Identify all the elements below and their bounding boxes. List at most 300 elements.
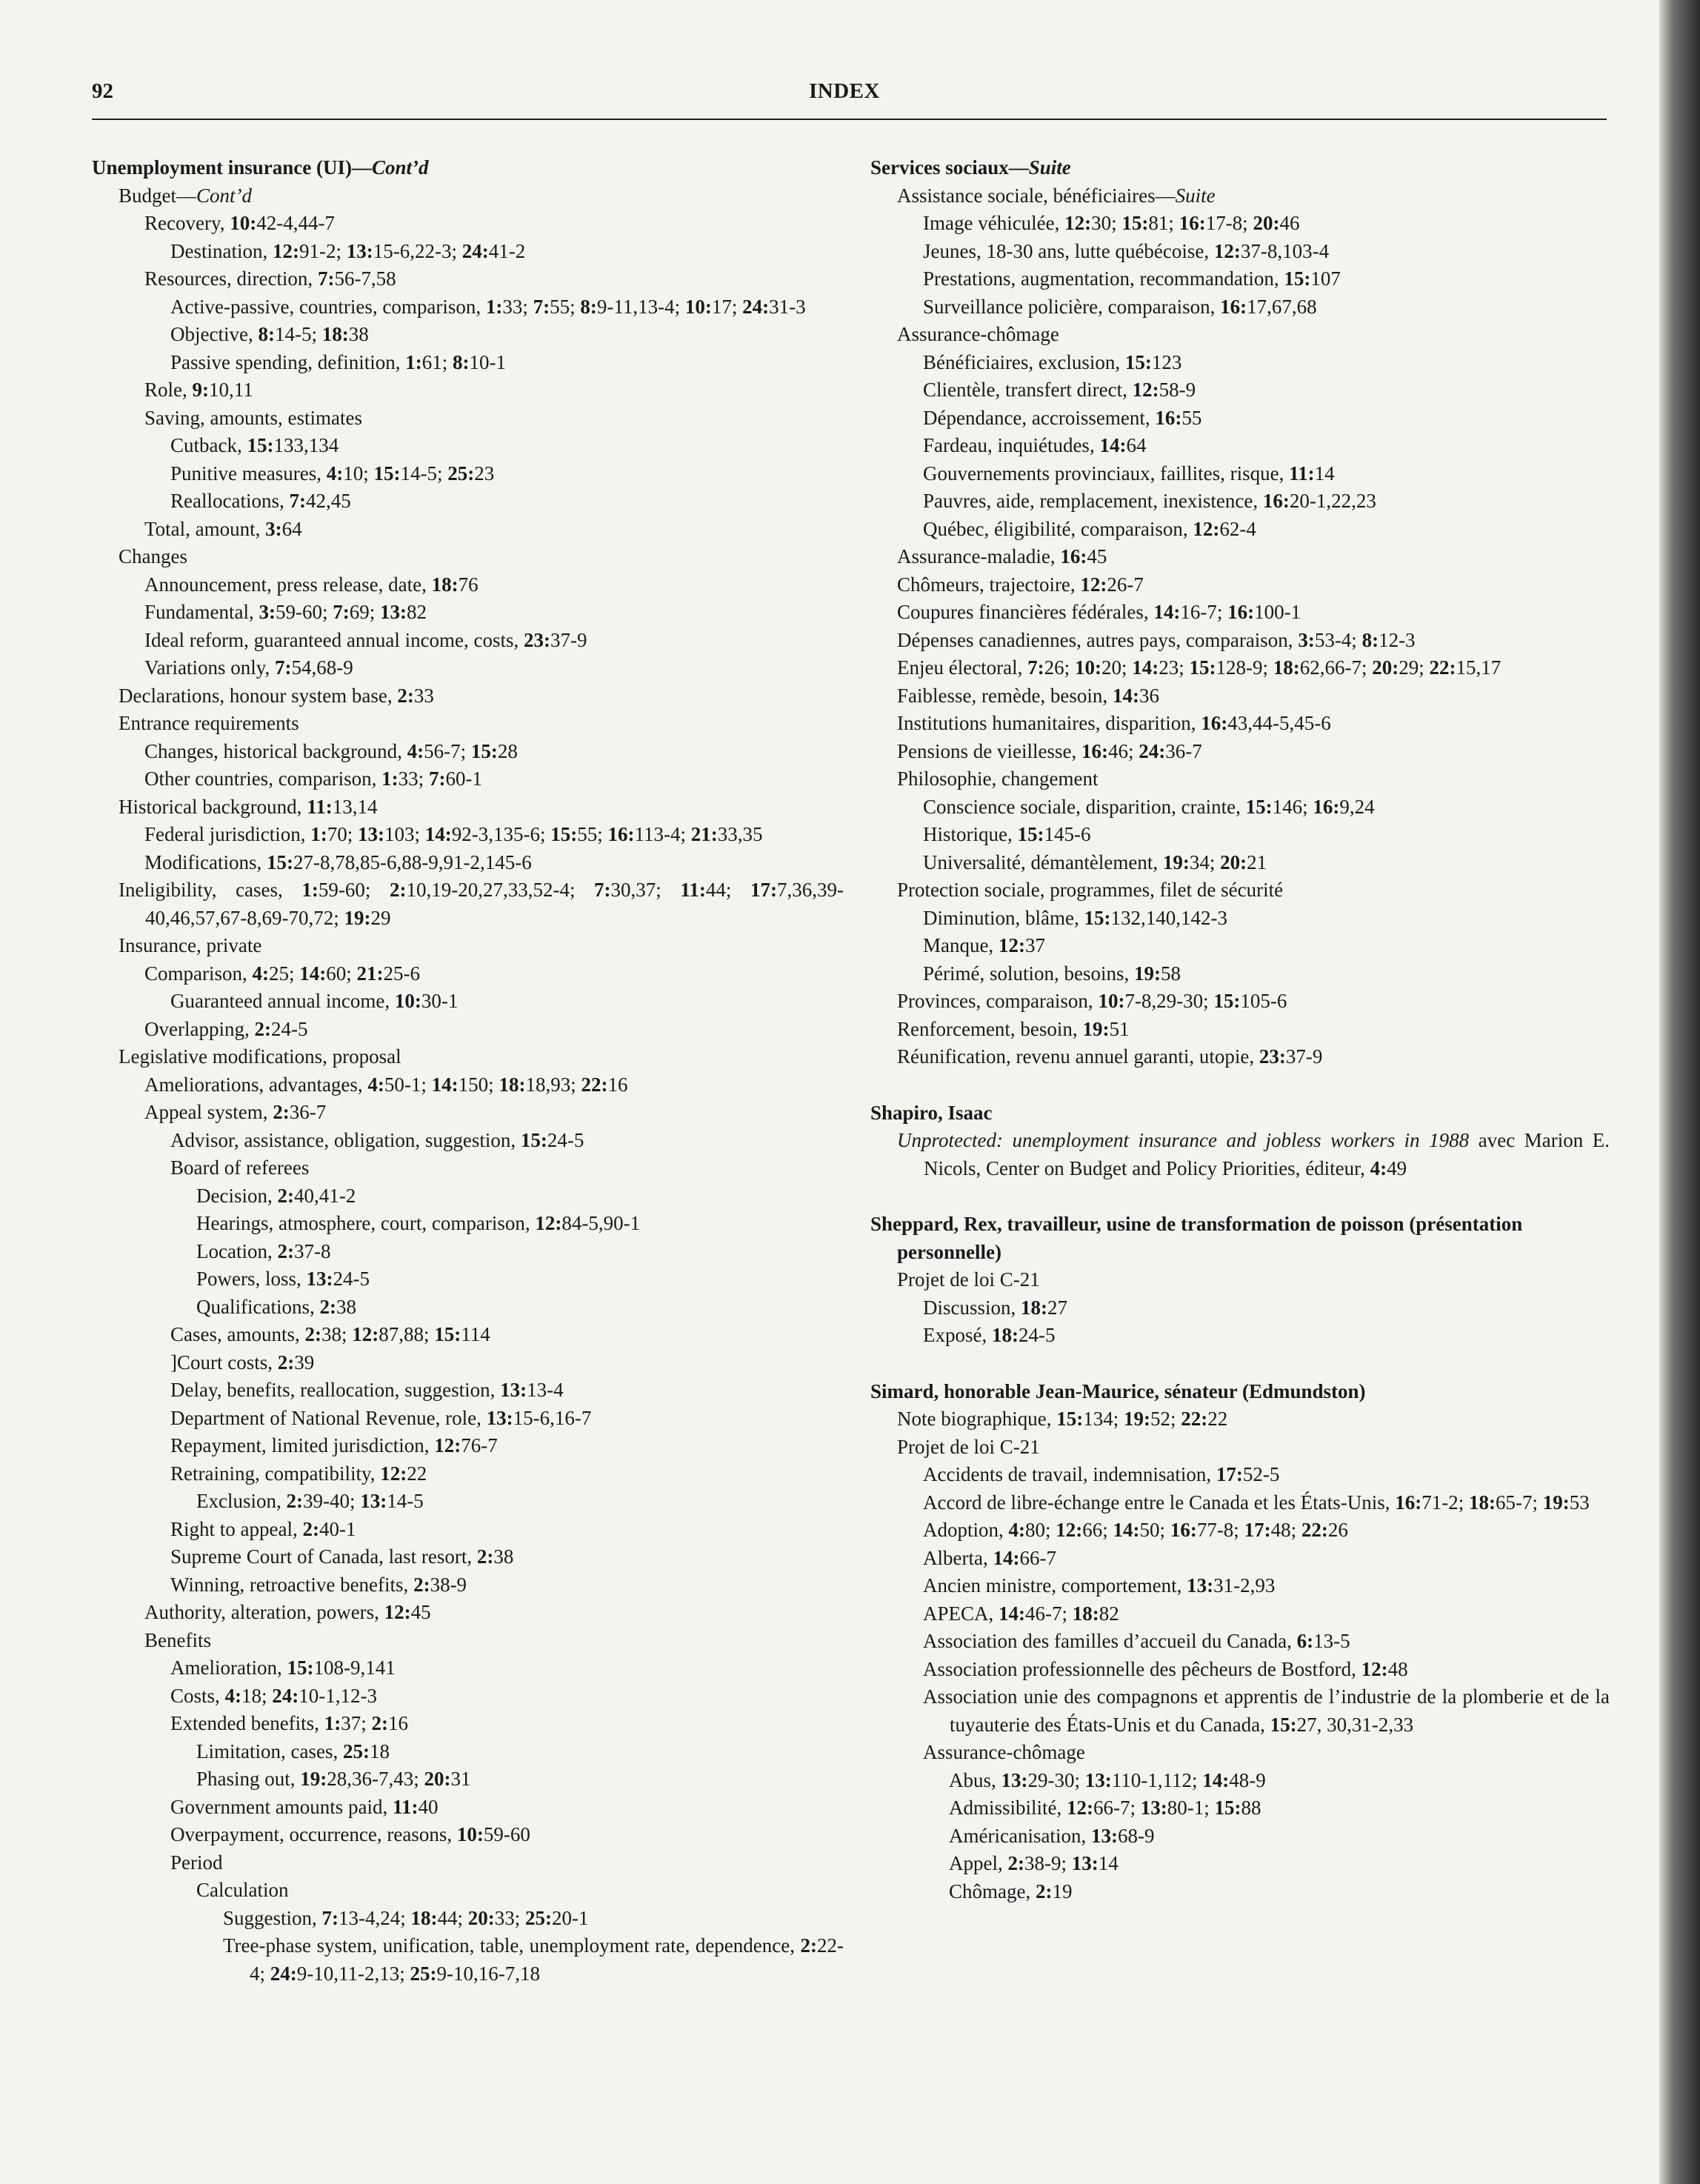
index-entry — [92, 1460, 844, 1488]
entry-references: 14:64 — [1099, 434, 1147, 456]
entry-text: Extended benefits, — [170, 1712, 324, 1734]
entry-references: 2:24-5 — [254, 1017, 308, 1040]
entry-text: Location, — [196, 1239, 278, 1262]
entry-text: Declarations, honour system base, — [119, 684, 398, 707]
entry-references: 15:107 — [1284, 267, 1341, 290]
entry-text: Dépenses canadiennes, autres pays, comparaison, — [897, 628, 1299, 651]
entry-text: Surveillance policière, comparaison, — [923, 295, 1221, 318]
index-entry — [870, 960, 1610, 988]
entry-text: Association des familles d’accueil du Canada, — [923, 1630, 1297, 1652]
entry-text: Powers, loss, — [196, 1268, 307, 1290]
entry-text: Authority, alteration, powers, — [144, 1601, 384, 1623]
entry-references: 19:51 — [1082, 1017, 1130, 1040]
entry-references: 13:13-4 — [500, 1379, 564, 1401]
index-heading — [870, 1099, 1610, 1128]
entry-text: Exclusion, — [196, 1490, 287, 1512]
entry-references: 2:37-8 — [277, 1239, 331, 1262]
entry-text: Department of National Revenue, role, — [170, 1406, 487, 1429]
entry-text: Destination, — [170, 239, 273, 262]
entry-references: 16:17,67,68 — [1220, 295, 1317, 318]
index-entry — [92, 738, 844, 766]
index-entry — [870, 571, 1610, 599]
entry-references: 4:25; 14:60; 21:25-6 — [252, 962, 421, 985]
entry-text: Modifications, — [144, 850, 267, 873]
index-entry — [870, 1545, 1610, 1573]
entry-references: 19:28,36-7,43; 20:31 — [300, 1768, 471, 1790]
entry-references: 15:133,134 — [247, 434, 339, 456]
index-entry — [870, 1266, 1610, 1294]
entry-references: 16:46; 24:36-7 — [1081, 739, 1202, 762]
index-entry — [92, 404, 844, 433]
index-entry — [870, 1461, 1610, 1489]
header-rule — [92, 119, 1607, 120]
entry-references: 10:7-8,29-30; 15:105-6 — [1098, 990, 1287, 1012]
index-heading — [870, 1378, 1610, 1406]
entry-references: 13:15-6,16-7 — [486, 1406, 592, 1429]
index-entry — [870, 765, 1610, 793]
entry-references: 12:26-7 — [1080, 573, 1144, 596]
entry-references: 2:39 — [277, 1351, 315, 1374]
index-entry — [92, 321, 844, 349]
entry-references: 15:146; 16:9,24 — [1245, 795, 1375, 818]
index-entry — [870, 1294, 1610, 1322]
index-entry — [870, 1739, 1610, 1767]
entry-text: Period — [170, 1851, 223, 1874]
index-entry — [870, 376, 1610, 404]
entry-text: Ineligibility, cases, — [119, 879, 302, 901]
entry-references: 18:27 — [1021, 1296, 1068, 1319]
entry-references: 2:36-7 — [273, 1101, 327, 1123]
entry-references: 2:22-4; 24:9-10,11-2,13; 25:9-10,16-7,18 — [250, 1934, 844, 1985]
entry-references: 12:84-5,90-1 — [535, 1212, 641, 1234]
entry-text: Accord de libre-échange entre le Canada et les États-Unis, — [923, 1491, 1396, 1514]
entry-text: Cases, amounts, — [170, 1323, 305, 1345]
entry-text: Accidents de travail, indemnisation, — [923, 1463, 1216, 1485]
entry-text: Recovery, — [144, 212, 230, 234]
entry-references: 12:62-4 — [1193, 517, 1256, 540]
entry-references: 1:33; 7:60-1 — [381, 768, 482, 790]
entry-text: Conscience sociale, disparition, crainte, — [923, 795, 1246, 818]
entry-references: 2:19 — [1035, 1880, 1073, 1902]
index-entry — [870, 1822, 1610, 1851]
entry-references: 12:58-9 — [1132, 379, 1196, 401]
entry-text: Adoption, — [923, 1519, 1009, 1541]
index-entry — [92, 1765, 844, 1794]
entry-references: 15:123 — [1124, 350, 1182, 373]
index-entry — [92, 1349, 844, 1377]
entry-references: 12:45 — [384, 1601, 431, 1623]
entry-text: Changes, historical background, — [144, 739, 407, 762]
entry-text: Changes — [119, 545, 187, 567]
index-entry — [92, 1627, 844, 1655]
entry-text: Insurance, private — [119, 934, 262, 956]
entry-continuation: Suite — [1175, 184, 1216, 207]
index-entry — [92, 349, 844, 377]
index-entry — [870, 460, 1610, 488]
entry-references: 2:38-9; 13:14 — [1007, 1852, 1119, 1874]
index-entry — [92, 210, 844, 238]
entry-text: Faiblesse, remède, besoin, — [897, 684, 1113, 707]
entry-references: 2:38-9 — [413, 1573, 467, 1596]
entry-references: 12:30; 15:81; 16:17-8; 20:46 — [1064, 212, 1300, 234]
index-entry — [870, 1016, 1610, 1044]
entry-text: Jeunes, 18-30 ans, lutte québécoise, — [923, 239, 1214, 262]
index-entry — [92, 1016, 844, 1044]
index-entry — [870, 710, 1610, 738]
index-entry — [870, 210, 1610, 238]
entry-references: 3:64 — [265, 517, 302, 540]
entry-text: Suggestion, — [223, 1906, 322, 1929]
entry-references: 13:31-2,93 — [1187, 1574, 1276, 1597]
entry-references: 7:54,68-9 — [274, 656, 353, 679]
entry-text: Discussion, — [923, 1296, 1021, 1319]
entry-text: Prestations, augmentation, recommandation, — [923, 267, 1284, 290]
index-entry — [870, 1850, 1610, 1878]
entry-references: 13:24-5 — [306, 1268, 370, 1290]
entry-references: 13:68-9 — [1090, 1824, 1155, 1847]
entry-text: Fardeau, inquiétudes, — [923, 434, 1100, 456]
index-entry — [92, 765, 844, 793]
entry-references: 1:33; 7:55; 8:9-11,13-4; 10:17; 24:31-3 — [485, 295, 806, 318]
entry-references: 10:30-1 — [394, 990, 459, 1012]
entry-references: 7:26; 10:20; 14:23; 15:128-9; 18:62,66-7; 20:29; 22:15,17 — [1027, 656, 1501, 679]
entry-text: Comparison, — [144, 962, 253, 985]
entry-text: Simard, honorable Jean-Maurice, sénateur (Edmundston) — [870, 1379, 1366, 1402]
index-entry — [92, 793, 844, 822]
entry-references: 9:10,11 — [192, 379, 253, 401]
entry-references: 12:48 — [1361, 1657, 1408, 1680]
index-entry — [870, 1656, 1610, 1684]
entry-text: Calculation — [196, 1879, 289, 1901]
index-entry — [870, 1434, 1610, 1462]
entry-text: Punitive measures, — [170, 462, 327, 485]
index-entry — [92, 654, 844, 682]
index-entry — [92, 1238, 844, 1266]
index-entry — [870, 1794, 1610, 1822]
index-entry — [92, 960, 844, 988]
entry-text: Costs, — [170, 1684, 225, 1707]
entry-references: 4:49 — [1370, 1156, 1407, 1179]
index-entry — [870, 738, 1610, 766]
index-entry — [92, 265, 844, 293]
index-entry — [92, 599, 844, 627]
entry-text: Clientèle, transfert direct, — [923, 379, 1133, 401]
entry-text: Protection sociale, programmes, filet de sécurité — [897, 879, 1284, 901]
index-entry — [92, 1294, 844, 1322]
index-entry — [870, 404, 1610, 433]
entry-references: 12:76-7 — [434, 1434, 498, 1456]
entry-text: Gouvernements provinciaux, faillites, risque, — [923, 462, 1290, 485]
entry-references: 4:56-7; 15:28 — [407, 739, 518, 762]
index-entry — [92, 1265, 844, 1294]
entry-text: Guaranteed annual income, — [170, 990, 395, 1012]
entry-references: 15:145-6 — [1017, 823, 1091, 845]
entry-references: 2:39-40; 13:14-5 — [286, 1490, 424, 1512]
entry-references: 17:52-5 — [1216, 1463, 1280, 1485]
index-entry — [870, 1043, 1610, 1071]
entry-text: Objective, — [170, 323, 259, 345]
index-entry — [870, 1878, 1610, 1906]
index-entry — [870, 905, 1610, 933]
entry-gap — [870, 1071, 1610, 1099]
index-entry — [92, 293, 844, 322]
entry-text: Phasing out, — [196, 1768, 301, 1790]
entry-text: Provinces, comparaison, — [897, 990, 1099, 1012]
entry-references: 16:20-1,22,23 — [1262, 490, 1376, 512]
index-heading — [870, 1211, 1610, 1266]
entry-gap — [870, 1350, 1610, 1378]
index-entry — [92, 1821, 844, 1849]
entry-text: Dépendance, accroissement, — [923, 406, 1156, 429]
entry-text: Renforcement, besoin, — [897, 1017, 1083, 1040]
entry-references: 2:33 — [397, 684, 434, 707]
entry-text: Ideal reform, guaranteed annual income, costs, — [144, 628, 524, 651]
entry-text: Right to appeal, — [170, 1517, 303, 1540]
entry-gap — [870, 1182, 1610, 1211]
entry-references: 12:22 — [380, 1462, 427, 1485]
index-entry — [870, 1517, 1610, 1545]
index-entry — [92, 710, 844, 738]
entry-references: 11:13,14 — [307, 795, 378, 818]
entry-text: Diminution, blâme, — [923, 906, 1084, 929]
entry-references: 14:36 — [1112, 684, 1159, 707]
entry-references: 18:76 — [431, 573, 479, 596]
index-entry — [870, 793, 1610, 822]
index-entry — [870, 265, 1610, 293]
index-entry — [92, 932, 844, 960]
entry-text: Government amounts paid, — [170, 1795, 393, 1818]
index-entry — [92, 1154, 844, 1182]
entry-text: Assurance-chômage — [897, 323, 1059, 345]
entry-references: 14:16-7; 16:100-1 — [1153, 601, 1301, 623]
entry-text: Winning, retroactive benefits, — [170, 1573, 414, 1596]
entry-references: 11:14 — [1289, 462, 1335, 485]
entry-text: Other countries, comparison, — [144, 768, 382, 790]
entry-references: 2:38 — [319, 1295, 356, 1318]
entry-references: 15:134; 19:52; 22:22 — [1056, 1408, 1228, 1430]
entry-text: Repayment, limited jurisdiction, — [170, 1434, 435, 1456]
page-binding-edge — [1659, 0, 1700, 2184]
entry-text: Overpayment, occurrence, reasons, — [170, 1823, 457, 1845]
index-entry — [92, 821, 844, 849]
entry-text: Ameliorations, advantages, — [144, 1073, 368, 1096]
entry-text: Decision, — [196, 1184, 278, 1207]
entry-text: Reallocations, — [170, 490, 290, 512]
entry-text: Limitation, cases, — [196, 1739, 343, 1762]
entry-text: Tree-phase system, unification, table, unemployment rate, dependence, — [223, 1934, 801, 1957]
index-entry — [870, 1628, 1610, 1656]
entry-text: Chômeurs, trajectoire, — [897, 573, 1081, 596]
entry-text: Image véhiculée, — [923, 212, 1065, 234]
entry-references: 2:38; 12:87,88; 15:114 — [304, 1323, 490, 1345]
entry-references: 7:56-7,58 — [317, 267, 396, 290]
entry-text: Announcement, press release, date, — [144, 573, 432, 596]
index-entry — [92, 849, 844, 877]
index-entry — [92, 1794, 844, 1822]
index-entry — [870, 1572, 1610, 1600]
entry-text: Board of referees — [170, 1156, 310, 1179]
entry-text: Advisor, assistance, obligation, suggestion, — [170, 1128, 521, 1151]
entry-text: Entrance requirements — [119, 712, 299, 734]
entry-text: Federal jurisdiction, — [144, 823, 311, 845]
entry-references: 1:59-60; 2:10,19-20,27,33,52-4; 7:30,37; 11:44; 17:7,36,39-40,46,57,67-8,69-70,72; 19:29 — [145, 879, 844, 929]
index-entry — [92, 1210, 844, 1238]
entry-text: Note biographique, — [897, 1408, 1057, 1430]
index-entry — [92, 1543, 844, 1571]
entry-continuation: Suite — [1028, 156, 1071, 179]
entry-text: Hearings, atmosphere, court, comparison, — [196, 1212, 536, 1234]
index-entry — [870, 1683, 1610, 1739]
index-entry — [92, 1488, 844, 1516]
entry-references: 2:40-1 — [302, 1517, 356, 1540]
entry-text: Projet de loi C-21 — [897, 1435, 1040, 1458]
entry-references: 12:91-2; 13:15-6,22-3; 24:41-2 — [272, 239, 526, 262]
entry-text: ]Court costs, — [170, 1351, 278, 1374]
index-entry — [870, 238, 1610, 266]
index-entry — [92, 1571, 844, 1599]
index-entry — [870, 321, 1610, 349]
entry-text: Delay, benefits, reallocation, suggestion, — [170, 1379, 501, 1401]
index-entry — [870, 487, 1610, 516]
entry-text: Sheppard, Rex, travailleur, usine de transformation de poisson (présentation personnelle) — [870, 1213, 1523, 1263]
entry-references: 23:37-9 — [1259, 1045, 1323, 1068]
entry-text: Bénéficiaires, exclusion, — [923, 350, 1125, 373]
entry-text: Abus, — [949, 1768, 1001, 1791]
entry-references: 12:37 — [998, 934, 1045, 956]
entry-text: Legislative modifications, proposal — [119, 1045, 401, 1068]
entry-text: Role, — [144, 379, 193, 401]
entry-references: 1:37; 2:16 — [324, 1712, 408, 1734]
index-entry — [92, 1516, 844, 1544]
index-entry — [870, 1489, 1610, 1517]
entry-references: 3:53-4; 8:12-3 — [1298, 628, 1416, 651]
index-entry — [92, 1849, 844, 1877]
entry-text: Amelioration, — [170, 1657, 287, 1679]
entry-continuation: Cont’d — [196, 184, 253, 207]
index-entry — [92, 516, 844, 544]
entry-text: Coupures financières fédérales, — [897, 601, 1154, 623]
index-entry — [92, 1071, 844, 1099]
entry-references: 15:132,140,142-3 — [1084, 906, 1227, 929]
index-entry — [870, 932, 1610, 960]
entry-text: Historical background, — [119, 795, 307, 818]
index-entry — [92, 1043, 844, 1071]
entry-references: 12:66-7; 13:80-1; 15:88 — [1067, 1797, 1261, 1819]
entry-references: 14:46-7; 18:82 — [999, 1602, 1119, 1625]
entry-text: Américanisation, — [949, 1824, 1091, 1847]
entry-text: Budget— — [119, 184, 196, 207]
index-entry — [92, 1321, 844, 1349]
index-entry — [92, 460, 844, 488]
entry-references: 7:42,45 — [289, 490, 351, 512]
index-entry — [870, 1405, 1610, 1434]
index-entry — [92, 1905, 844, 1933]
index-entry — [870, 876, 1610, 905]
index-entry — [870, 1322, 1610, 1350]
index-entry — [870, 516, 1610, 544]
entry-text: Admissibilité, — [949, 1797, 1067, 1819]
entry-text: Active-passive, countries, comparison, — [170, 295, 486, 318]
index-entry — [870, 1600, 1610, 1628]
index-entry — [92, 876, 844, 932]
index-entry — [870, 1767, 1610, 1795]
entry-text: Assurance-chômage — [923, 1741, 1085, 1763]
entry-references: 6:13-5 — [1296, 1630, 1350, 1652]
entry-references: 4:10; 15:14-5; 25:23 — [326, 462, 495, 485]
entry-text: Qualifications, — [196, 1295, 320, 1318]
entry-text: Appel, — [949, 1852, 1008, 1874]
entry-references: 10:59-60 — [456, 1823, 530, 1845]
entry-references: 16:55 — [1155, 406, 1202, 429]
index-entry — [870, 821, 1610, 849]
index-entry — [92, 1654, 844, 1682]
index-entry — [92, 432, 844, 460]
entry-text: Services sociaux— — [870, 156, 1029, 179]
entry-text: Resources, direction, — [144, 267, 318, 290]
index-heading — [92, 154, 844, 182]
entry-text: Passive spending, definition, — [170, 350, 406, 373]
index-entry — [92, 1738, 844, 1766]
entry-references: 12:37-8,103-4 — [1213, 239, 1330, 262]
entry-text: Variations only, — [144, 656, 275, 679]
entry-text: Chômage, — [949, 1880, 1036, 1902]
entry-text: Institutions humanitaires, disparition, — [897, 712, 1201, 734]
entry-references: 19:34; 20:21 — [1162, 850, 1267, 873]
entry-text: Manque, — [923, 934, 999, 956]
entry-references: 4:18; 24:10-1,12-3 — [224, 1684, 378, 1707]
index-entry — [92, 376, 844, 404]
entry-references: 19:58 — [1134, 962, 1181, 985]
entry-references: 2:38 — [476, 1545, 514, 1568]
entry-references: 1:70; 13:103; 14:92-3,135-6; 15:55; 16:113-4; 21:33,35 — [310, 823, 763, 845]
entry-text: Unemployment insurance (UI)— — [92, 156, 372, 179]
entry-text: Benefits — [144, 1628, 211, 1651]
entry-references: 8:14-5; 18:38 — [258, 323, 369, 345]
page-number: 92 — [92, 79, 113, 103]
index-entry — [92, 1127, 844, 1155]
index-heading — [870, 154, 1610, 182]
index-entry — [870, 654, 1610, 682]
index-entry — [92, 1182, 844, 1211]
index-entry — [92, 1682, 844, 1711]
index-entry — [92, 1405, 844, 1433]
entry-italic-title: Unprotected: unemployment insurance and jobless workers in 1988 — [897, 1129, 1470, 1151]
entry-text: Réunification, revenu annuel garanti, utopie, — [897, 1045, 1259, 1068]
entry-text: Shapiro, Isaac — [870, 1101, 993, 1124]
index-entry — [92, 238, 844, 266]
entry-references: 15:24-5 — [520, 1128, 584, 1151]
index-entry — [870, 988, 1610, 1016]
entry-references: 4:50-1; 14:150; 18:18,93; 22:16 — [367, 1073, 628, 1096]
index-entry — [92, 682, 844, 710]
entry-references: 10:42-4,44-7 — [230, 212, 335, 234]
index-entry — [92, 1432, 844, 1460]
entry-text: Ancien ministre, comportement, — [923, 1574, 1187, 1597]
index-entry — [92, 543, 844, 571]
index-entry — [92, 1932, 844, 1988]
index-entry — [92, 182, 844, 210]
entry-text: Québec, éligibilité, comparaison, — [923, 517, 1193, 540]
entry-text: Retraining, compatibility, — [170, 1462, 381, 1485]
entry-text: Philosophie, changement — [897, 768, 1099, 790]
entry-text: Overlapping, — [144, 1017, 255, 1040]
index-entry — [92, 627, 844, 655]
entry-text: Association unie des compagnons et apprentis de l’industrie de la plomberie et de la tuyauterie des États-Unis et du Canada, — [923, 1685, 1610, 1736]
index-entry — [92, 1710, 844, 1738]
index-entry — [92, 988, 844, 1016]
index-entry — [870, 543, 1610, 571]
entry-references: 2:40,41-2 — [277, 1184, 356, 1207]
